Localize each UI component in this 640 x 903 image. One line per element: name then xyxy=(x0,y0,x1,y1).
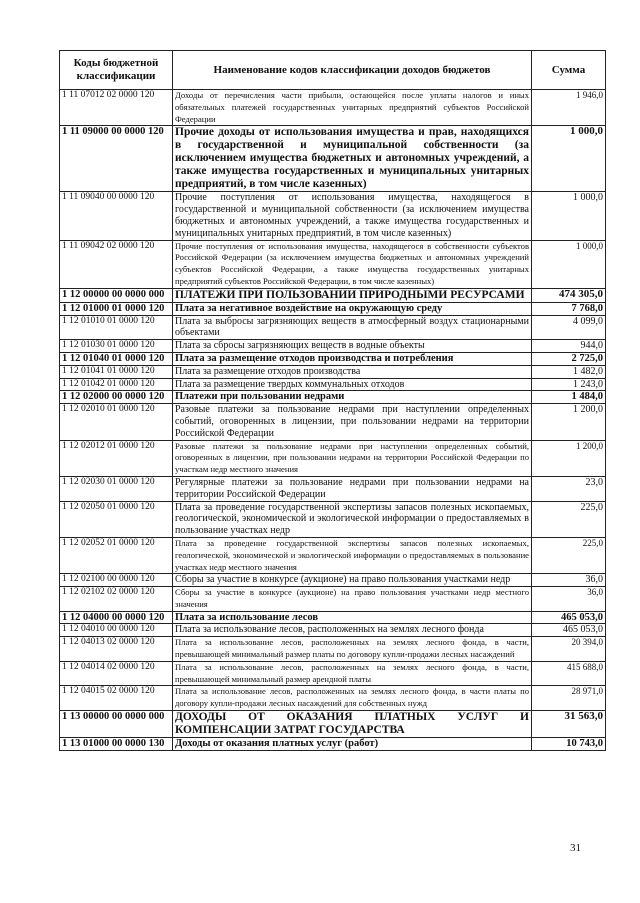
table-row xyxy=(60,476,606,501)
code-cell: 1 12 02030 01 0000 120 xyxy=(60,476,173,501)
sum-cell: 2 725,0 xyxy=(532,352,606,365)
table-row xyxy=(60,624,606,637)
sum-cell: 225,0 xyxy=(532,537,606,573)
code-cell: 1 12 04014 02 0000 120 xyxy=(60,661,173,686)
name-cell: Плата за использование лесов xyxy=(173,611,532,624)
code-cell: 1 11 09000 00 0000 120 xyxy=(60,126,173,192)
name-cell: Плата за негативное воздействие на окружающую среду xyxy=(173,302,532,315)
code-cell: 1 12 01000 01 0000 120 xyxy=(60,302,173,315)
code-cell: 1 11 09040 00 0000 120 xyxy=(60,192,173,240)
sum-cell: 1 946,0 xyxy=(532,90,606,126)
code-cell: 1 12 00000 00 0000 000 xyxy=(60,288,173,302)
name-cell: Разовые платежи за пользование недрами при наступлении определенных событий, оговоренных в лицензии, при пользовании недрами на территории Российской Федерации по участкам недр местного значения xyxy=(173,440,532,476)
sum-cell: 36,0 xyxy=(532,587,606,612)
table-row xyxy=(60,340,606,353)
code-cell: 1 12 04013 02 0000 120 xyxy=(60,637,173,662)
name-cell: Плата за проведение государственной экспертизы запасов полезных ископаемых, геологической, экономической и экологической информации о предоставляемых в пользование участках недр местного значения xyxy=(173,537,532,573)
table-row xyxy=(60,404,606,440)
table-row xyxy=(60,315,606,340)
code-cell: 1 12 02052 01 0000 120 xyxy=(60,537,173,573)
code-cell: 1 12 02100 00 0000 120 xyxy=(60,574,173,587)
name-cell: Плата за проведение государственной экспертизы запасов полезных ископаемых, геологической, экономической и экологической информации о предоставляемых в пользование участках недр xyxy=(173,501,532,537)
name-cell: Платежи при пользовании недрами xyxy=(173,391,532,404)
code-cell: 1 11 07012 02 0000 120 xyxy=(60,90,173,126)
code-cell: 1 12 02012 01 0000 120 xyxy=(60,440,173,476)
name-cell: Плата за размещение твердых коммунальных отходов xyxy=(173,378,532,391)
header-sum: Сумма xyxy=(532,51,606,90)
sum-cell: 415 688,0 xyxy=(532,661,606,686)
table-row xyxy=(60,90,606,126)
code-cell: 1 12 04015 02 0000 120 xyxy=(60,686,173,711)
table-row xyxy=(60,302,606,315)
sum-cell: 1 000,0 xyxy=(532,240,606,288)
sum-cell: 1 243,0 xyxy=(532,378,606,391)
sum-cell: 28 971,0 xyxy=(532,686,606,711)
name-cell: ПЛАТЕЖИ ПРИ ПОЛЬЗОВАНИИ ПРИРОДНЫМИ РЕСУРСАМИ xyxy=(173,288,532,302)
name-cell: Прочие поступления от использования имущества, находящегося в собственности субъектов Российской Федерации (за исключением имущества бюджетных и автономных учреждений субъектов Российской Федерации, а также имущества государственных унитарных предприятий субъектов Российской Федерации, в том числе казенных) xyxy=(173,240,532,288)
page-number: 31 xyxy=(570,842,581,854)
sum-cell: 20 394,0 xyxy=(532,637,606,662)
code-cell: 1 12 04000 00 0000 120 xyxy=(60,611,173,624)
sum-cell: 1 200,0 xyxy=(532,440,606,476)
table-row xyxy=(60,686,606,711)
code-cell: 1 12 01040 01 0000 120 xyxy=(60,352,173,365)
table-row xyxy=(60,637,606,662)
sum-cell: 1 000,0 xyxy=(532,126,606,192)
table-row xyxy=(60,611,606,624)
table-row xyxy=(60,661,606,686)
budget-revenue-table xyxy=(59,50,606,751)
table-row xyxy=(60,391,606,404)
name-cell: Плата за сбросы загрязняющих веществ в водные объекты xyxy=(173,340,532,353)
sum-cell: 474 305,0 xyxy=(532,288,606,302)
table-row xyxy=(60,365,606,378)
sum-cell: 1 482,0 xyxy=(532,365,606,378)
table-row xyxy=(60,501,606,537)
table-row xyxy=(60,440,606,476)
table-row xyxy=(60,738,606,751)
code-cell: 1 12 02010 01 0000 120 xyxy=(60,404,173,440)
code-cell: 1 12 02050 01 0000 120 xyxy=(60,501,173,537)
table-row xyxy=(60,352,606,365)
code-cell: 1 13 01000 00 0000 130 xyxy=(60,738,173,751)
name-cell: Разовые платежи за пользование недрами при наступлении определенных событий, оговоренных в лицензии, при пользовании недрами на территории Российской Федерации xyxy=(173,404,532,440)
code-cell: 1 11 09042 02 0000 120 xyxy=(60,240,173,288)
name-cell: Плата за размещение отходов производства xyxy=(173,365,532,378)
name-cell: Плата за использование лесов, расположенных на землях лесного фонда, в части, превышающей минимальный размер арендной платы xyxy=(173,661,532,686)
table-row xyxy=(60,711,606,738)
sum-cell: 1 484,0 xyxy=(532,391,606,404)
sum-cell: 1 200,0 xyxy=(532,404,606,440)
sum-cell: 36,0 xyxy=(532,574,606,587)
sum-cell: 31 563,0 xyxy=(532,711,606,738)
table-row xyxy=(60,378,606,391)
name-cell: Регулярные платежи за пользование недрами при пользовании недрами на территории Российской Федерации xyxy=(173,476,532,501)
table-row xyxy=(60,537,606,573)
table-header-row xyxy=(60,51,606,90)
name-cell: Сборы за участие в конкурсе (аукционе) на право пользования участками недр xyxy=(173,574,532,587)
name-cell: Прочие поступления от использования имущества, находящегося в государственной и муниципальной собственности (за исключением имущества бюджетных и автономных учреждений, а также имущества государственных и муниципальных унитарных предприятий, в том числе казенных) xyxy=(173,192,532,240)
sum-cell: 225,0 xyxy=(532,501,606,537)
sum-cell: 7 768,0 xyxy=(532,302,606,315)
sum-cell: 23,0 xyxy=(532,476,606,501)
header-name: Наименование кодов классификации доходов бюджетов xyxy=(173,51,532,90)
table-row xyxy=(60,288,606,302)
name-cell: ДОХОДЫ ОТ ОКАЗАНИЯ ПЛАТНЫХ УСЛУГ И КОМПЕНСАЦИИ ЗАТРАТ ГОСУДАРСТВА xyxy=(173,711,532,738)
code-cell: 1 12 01030 01 0000 120 xyxy=(60,340,173,353)
table-row xyxy=(60,192,606,240)
code-cell: 1 12 04010 00 0000 120 xyxy=(60,624,173,637)
name-cell: Плата за использование лесов, расположенных на землях лесного фонда, в части платы по договору купли-продажи лесных насаждений для собственных нужд xyxy=(173,686,532,711)
code-cell: 1 13 00000 00 0000 000 xyxy=(60,711,173,738)
table-row xyxy=(60,587,606,612)
sum-cell: 10 743,0 xyxy=(532,738,606,751)
header-code: Коды бюджетной классификации xyxy=(60,51,173,90)
sum-cell: 1 000,0 xyxy=(532,192,606,240)
code-cell: 1 12 01041 01 0000 120 xyxy=(60,365,173,378)
name-cell: Доходы от оказания платных услуг (работ) xyxy=(173,738,532,751)
code-cell: 1 12 02000 00 0000 120 xyxy=(60,391,173,404)
sum-cell: 944,0 xyxy=(532,340,606,353)
name-cell: Плата за размещение отходов производства и потребления xyxy=(173,352,532,365)
name-cell: Плата за выбросы загрязняющих веществ в атмосферный воздух стационарными объектами xyxy=(173,315,532,340)
name-cell: Доходы от перечисления части прибыли, остающейся после уплаты налогов и иных обязательных платежей государственных унитарных предприятий субъектов Российской Федерации xyxy=(173,90,532,126)
code-cell: 1 12 02102 02 0000 120 xyxy=(60,587,173,612)
table-row xyxy=(60,126,606,192)
name-cell: Плата за использование лесов, расположенных на землях лесного фонда xyxy=(173,624,532,637)
sum-cell: 465 053,0 xyxy=(532,611,606,624)
name-cell: Плата за использование лесов, расположенных на землях лесного фонда, в части, превышающей минимальный размер платы по договору купли-продажи лесных насаждений xyxy=(173,637,532,662)
table-row xyxy=(60,574,606,587)
code-cell: 1 12 01042 01 0000 120 xyxy=(60,378,173,391)
name-cell: Прочие доходы от использования имущества и прав, находящихся в государственной и муниципальной собственности (за исключением имущества бюджетных и автономных учреждений, а также имущества государственных и муниципальных унитарных предприятий, в том числе казенных) xyxy=(173,126,532,192)
name-cell: Сборы за участие в конкурсе (аукционе) на право пользования участками недр местного значения xyxy=(173,587,532,612)
table-row xyxy=(60,240,606,288)
code-cell: 1 12 01010 01 0000 120 xyxy=(60,315,173,340)
sum-cell: 465 053,0 xyxy=(532,624,606,637)
sum-cell: 4 099,0 xyxy=(532,315,606,340)
